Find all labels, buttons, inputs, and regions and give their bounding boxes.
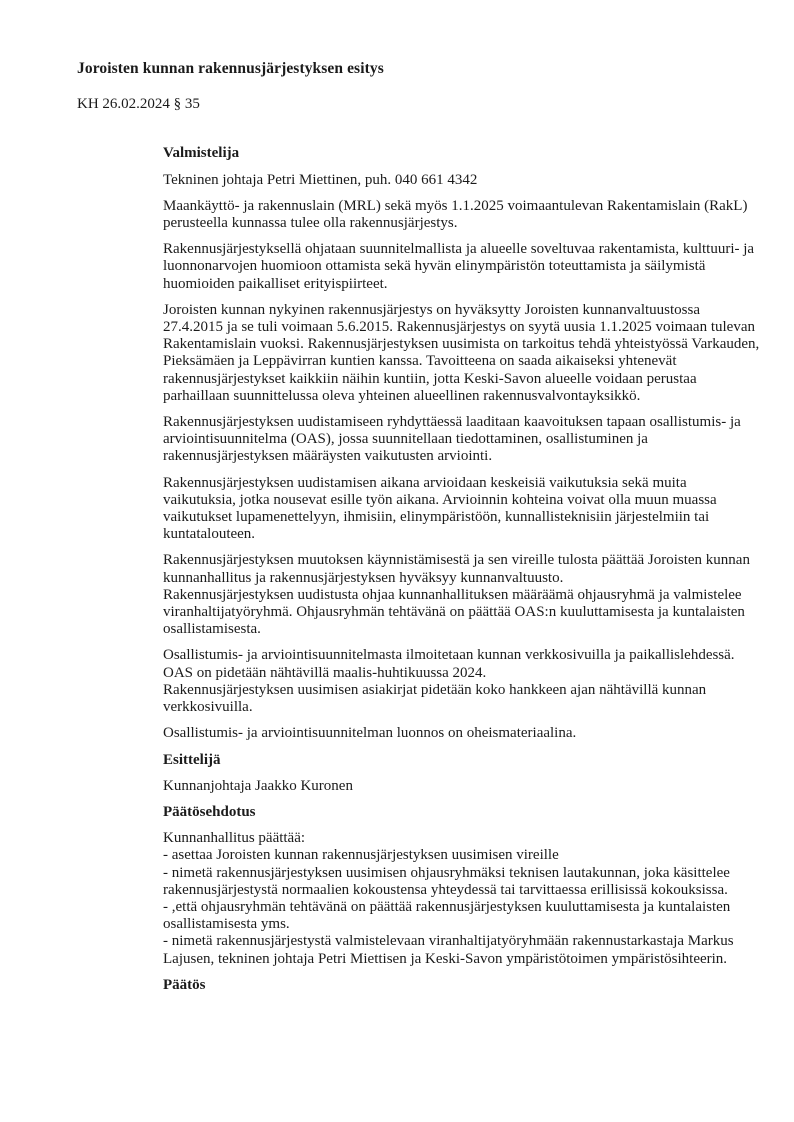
paragraph-current-status: Joroisten kunnan nykyinen rakennusjärjestys on hyväksytty Joroisten kunnanvaltuustossa 27.4.2015 ja se tuli voimaan 5.6.2015. Rakennusjärjestys on syytä uusia 1.1.2025 voimaan tulevan Rakentamislain vuoksi. Rakennusjärjestyksen uusimista on tarkoitus tehdä yhteistyössä Varkauden, Pieksämäen ja Leppävirran kuntien kanssa. Tavoitteena on saada aikaiseksi yhtenevät rakennusjärjestykset kaikkiin näihin kuntiin, jotta Keski-Savon alueelle voidaan perustaa parhaillaan suunnittelussa oleva yhteinen alueellinen rakennusvalvontayksikkö.	[163, 301, 760, 404]
paragraph-legal-basis: Maankäyttö- ja rakennuslain (MRL) sekä myös 1.1.2025 voimaantulevan Rakentamislain (RakL) perusteella kunnassa tulee olla rakennusjärjestys.	[163, 197, 748, 232]
paragraph-purpose: Rakennusjärjestyksellä ohjataan suunnitelmallista ja alueelle soveltuvaa rakentamista, kulttuuri- ja luonnonarvojen huomioon ottamista sekä hyvän elinympäristön toteuttamista ja säilymistä huomioiden paikalliset erityispiirteet.	[163, 241, 755, 292]
paragraph-decision-proposal: Kunnanhallitus päättää: - asettaa Joroisten kunnan rakennusjärjestyksen uusimisen vireille - nimetä rakennusjärjestyksen uusimisen ohjausryhmäksi teknisen lautakunnan, joka käsittelee rakennusjärjestystä normaalien kokoustensa yhteydessä tai tarvittaessa erillisissä kokouksissa. - ,että ohjausryhmän tehtävänä on päättää rakennusjärjestyksen kuuluttamisesta ja kuntalaisten osallistamisesta yms. - nimetä rakennusjärjestystä valmistelevaan viranhaltijatyöryhmään rakennustarkastaja Markus Lajusen, tekninen johtaja Petri Miettisen ja Keski-Savon ympäristötoimen ympäristösihteerin.	[163, 830, 734, 967]
paragraph-preparer-contact: Tekninen johtaja Petri Miettinen, puh. 040 661 4342	[163, 171, 478, 188]
document-reference: KH 26.02.2024 § 35	[77, 96, 200, 113]
heading-esittelija: Esittelijä	[163, 751, 221, 768]
heading-paatosehdotus: Päätösehdotus	[163, 803, 256, 820]
document-body	[163, 145, 763, 994]
paragraph-impact-assessment: Rakennusjärjestyksen uudistamisen aikana arvioidaan keskeisiä vaikutuksia sekä muita vaikutuksia, jotka nousevat esille työn aikana. Arvioinnin kohteina voivat olla muun muassa vaikutukset lupamenettelyyn, ihmisiin, elinympäristöön, kunnallisteknisiin järjestelmiin tai kuntatalouteen.	[163, 474, 717, 543]
paragraph-process-governance: Rakennusjärjestyksen muutoksen käynnistämisestä ja sen vireille tulosta päättää Joroisten kunnan kunnanhallitus ja rakennusjärjestyksen hyväksyy kunnanvaltuusto. Rakennusjärjestyksen uudistusta ohjaa kunnanhallituksen määräämä ohjausryhmä ja valmistelee viranhaltijatyöryhmä. Ohjausryhmän tehtävänä on päättää OAS:n kuuluttamisesta ja kuntalaisten osallistamisesta.	[163, 552, 750, 638]
heading-paatos: Päätös	[163, 976, 206, 993]
paragraph-attachment-note: Osallistumis- ja arviointisuunnitelman luonnos on oheismateriaalina.	[163, 725, 577, 742]
document-title: Joroisten kunnan rakennusjärjestyksen esitys	[77, 60, 384, 77]
paragraph-presenter: Kunnanjohtaja Jaakko Kuronen	[163, 777, 353, 794]
paragraph-oas-plan: Rakennusjärjestyksen uudistamiseen ryhdyttäessä laaditaan kaavoituksen tapaan osallistumis- ja arviointisuunnitelma (OAS), jossa suunnitellaan tiedottaminen, osallistuminen ja rakennusjärjestyksen määräysten vaikutusten arviointi.	[163, 414, 741, 465]
paragraph-oas-publicity: Osallistumis- ja arviointisuunnitelmasta ilmoitetaan kunnan verkkosivuilla ja paikallislehdessä. OAS on pidetään nähtävillä maalis-huhtikuussa 2024. Rakennusjärjestyksen uusimisen asiakirjat pidetään koko hankkeen ajan nähtävillä kunnan verkkosivuilla.	[163, 647, 735, 716]
heading-valmistelija: Valmistelija	[163, 145, 240, 162]
